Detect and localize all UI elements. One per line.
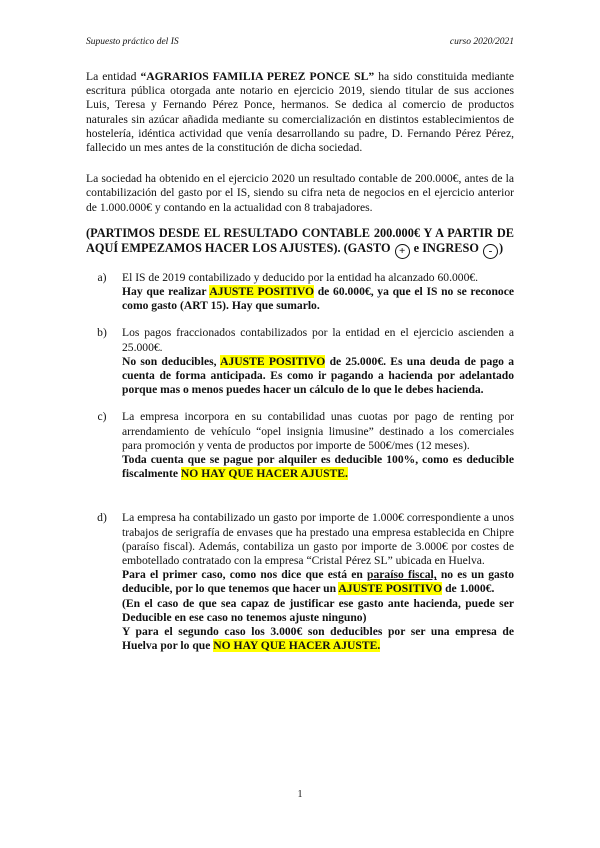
item-c-answer-pre: Toda cuenta que se pague por alquiler es deducible 100%, como es deducible fiscalmente bbox=[122, 453, 514, 481]
heading-mid: e INGRESO bbox=[410, 240, 482, 255]
item-d-ans2-pre: Y para el segundo caso los 3.000€ son deducibles por ser una empresa de Huelva por lo que bbox=[122, 625, 514, 653]
page-number: 1 bbox=[297, 789, 303, 800]
intro-p1-pre: La entidad bbox=[86, 70, 141, 83]
item-a-answer bbox=[122, 285, 514, 313]
intro-p1-post: ha sido constituida mediante escritura pública otorgada ante notario en ejercicio 2019, siendo titular de sus acciones Luis, Teresa y Fernando Pérez Ponce, hermanos. Se dedica al comercio de productos naturales sin azúcar añadida mediante su comercialización en distintos establecimientos de hostelería, idéntica actividad que venía desarrollando su padre, D. Fernando Pérez Pérez, fallecido un mes antes de la constitución de dicha sociedad. bbox=[86, 70, 514, 155]
document-body bbox=[86, 70, 514, 667]
plus-circle-icon: + bbox=[395, 244, 410, 259]
item-d-note: (En el caso de que sea capaz de justificar ese gasto ante hacienda, puede ser Deducible en ese caso no tenemos ajuste ninguno) bbox=[122, 596, 514, 624]
item-c-label: c) bbox=[97, 410, 107, 424]
adjustments-heading bbox=[86, 226, 514, 259]
item-d-label: d) bbox=[97, 511, 107, 525]
page-header bbox=[86, 37, 514, 51]
item-b-highlight: AJUSTE POSITIVO bbox=[220, 354, 326, 368]
item-a-highlight: AJUSTE POSITIVO bbox=[209, 285, 314, 299]
item-b-answer bbox=[122, 355, 514, 398]
item-c bbox=[86, 410, 514, 481]
item-b-answer-post: de 25.000€. Es una deuda de pago a cuenta de forma anticipada. Es como ir pagando a hacienda por adelantado porque mas o menos puedes hacer un cálculo de lo que le debes hacienda. bbox=[122, 354, 514, 397]
item-b-label: b) bbox=[97, 326, 107, 340]
heading-end: ) bbox=[499, 240, 504, 255]
header-title: Supuesto práctico del IS bbox=[86, 37, 179, 47]
item-b-text: Los pagos fraccionados contabilizados por la entidad en el ejercicio ascienden a 25.000€. bbox=[122, 326, 514, 354]
item-d-ans1-post: de 1.000€. bbox=[442, 582, 495, 596]
item-d-highlight-2: NO HAY QUE HACER AJUSTE. bbox=[213, 639, 381, 653]
item-d-highlight-1: AJUSTE POSITIVO bbox=[338, 582, 443, 596]
item-d-answer-2 bbox=[122, 625, 514, 653]
item-a-answer-pre: Hay que realizar bbox=[122, 285, 210, 299]
item-d-answer-1 bbox=[122, 568, 514, 596]
item-a-answer-post: de 60.000€, ya que el IS no se reconoce como gasto (ART 15). Hay que sumarlo. bbox=[122, 285, 514, 313]
item-a-label: a) bbox=[97, 270, 107, 284]
item-b bbox=[86, 326, 514, 397]
company-name: “AGRARIOS FAMILIA PEREZ PONCE SL” bbox=[140, 70, 375, 83]
item-d-ans1-mid: no es un gasto deducible, por lo que tenemos que hacer un bbox=[122, 568, 515, 596]
minus-circle-icon: - bbox=[483, 244, 498, 259]
item-c-answer bbox=[122, 453, 514, 481]
item-c-text: La empresa incorpora en su contabilidad unas cuotas por pago de renting por arrendamiento de vehículo “opel insignia limusine” destinado a los comerciales para promoción y venta de productos por importe de 500€/mes (12 meses). bbox=[122, 410, 514, 452]
item-d-underlined: paraíso fiscal, bbox=[367, 568, 437, 582]
item-b-answer-pre: No son deducibles, bbox=[122, 354, 221, 368]
item-d bbox=[86, 511, 514, 653]
item-a-text: El IS de 2019 contabilizado y deducido por la entidad ha alcanzado 60.000€. bbox=[122, 270, 479, 284]
heading-text: (PARTIMOS DESDE EL RESULTADO CONTABLE 200.000€ Y A PARTIR DE AQUÍ EMPEZAMOS HACER LOS AJUSTES). (GASTO bbox=[86, 225, 514, 255]
item-c-highlight: NO HAY QUE HACER AJUSTE. bbox=[180, 467, 348, 481]
intro-paragraph-1 bbox=[86, 70, 514, 155]
item-a bbox=[86, 271, 514, 314]
item-d-text: La empresa ha contabilizado un gasto por importe de 1.000€ correspondiente a unos trabajos de serigrafía de envases que ha prestado una empresa establecida en Chipre (paraíso fiscal). Además, contabiliza un gasto por importe de 3.000€ por costes de embotellado contratado con la empresa “Cristal Pérez SL” ubicada en Huelva. bbox=[122, 511, 514, 568]
header-course: curso 2020/2021 bbox=[449, 37, 514, 47]
intro-paragraph-2: La sociedad ha obtenido en el ejercicio 2020 un resultado contable de 200.000€, antes de la contabilización del gasto por el IS, siendo su cifra neta de negocios en el ejercicio anterior de 1.000.000€ y contando en la actualidad con 8 trabajadores. bbox=[86, 172, 514, 214]
item-d-ans1-pre: Para el primer caso, como nos dice que está en bbox=[122, 568, 368, 582]
